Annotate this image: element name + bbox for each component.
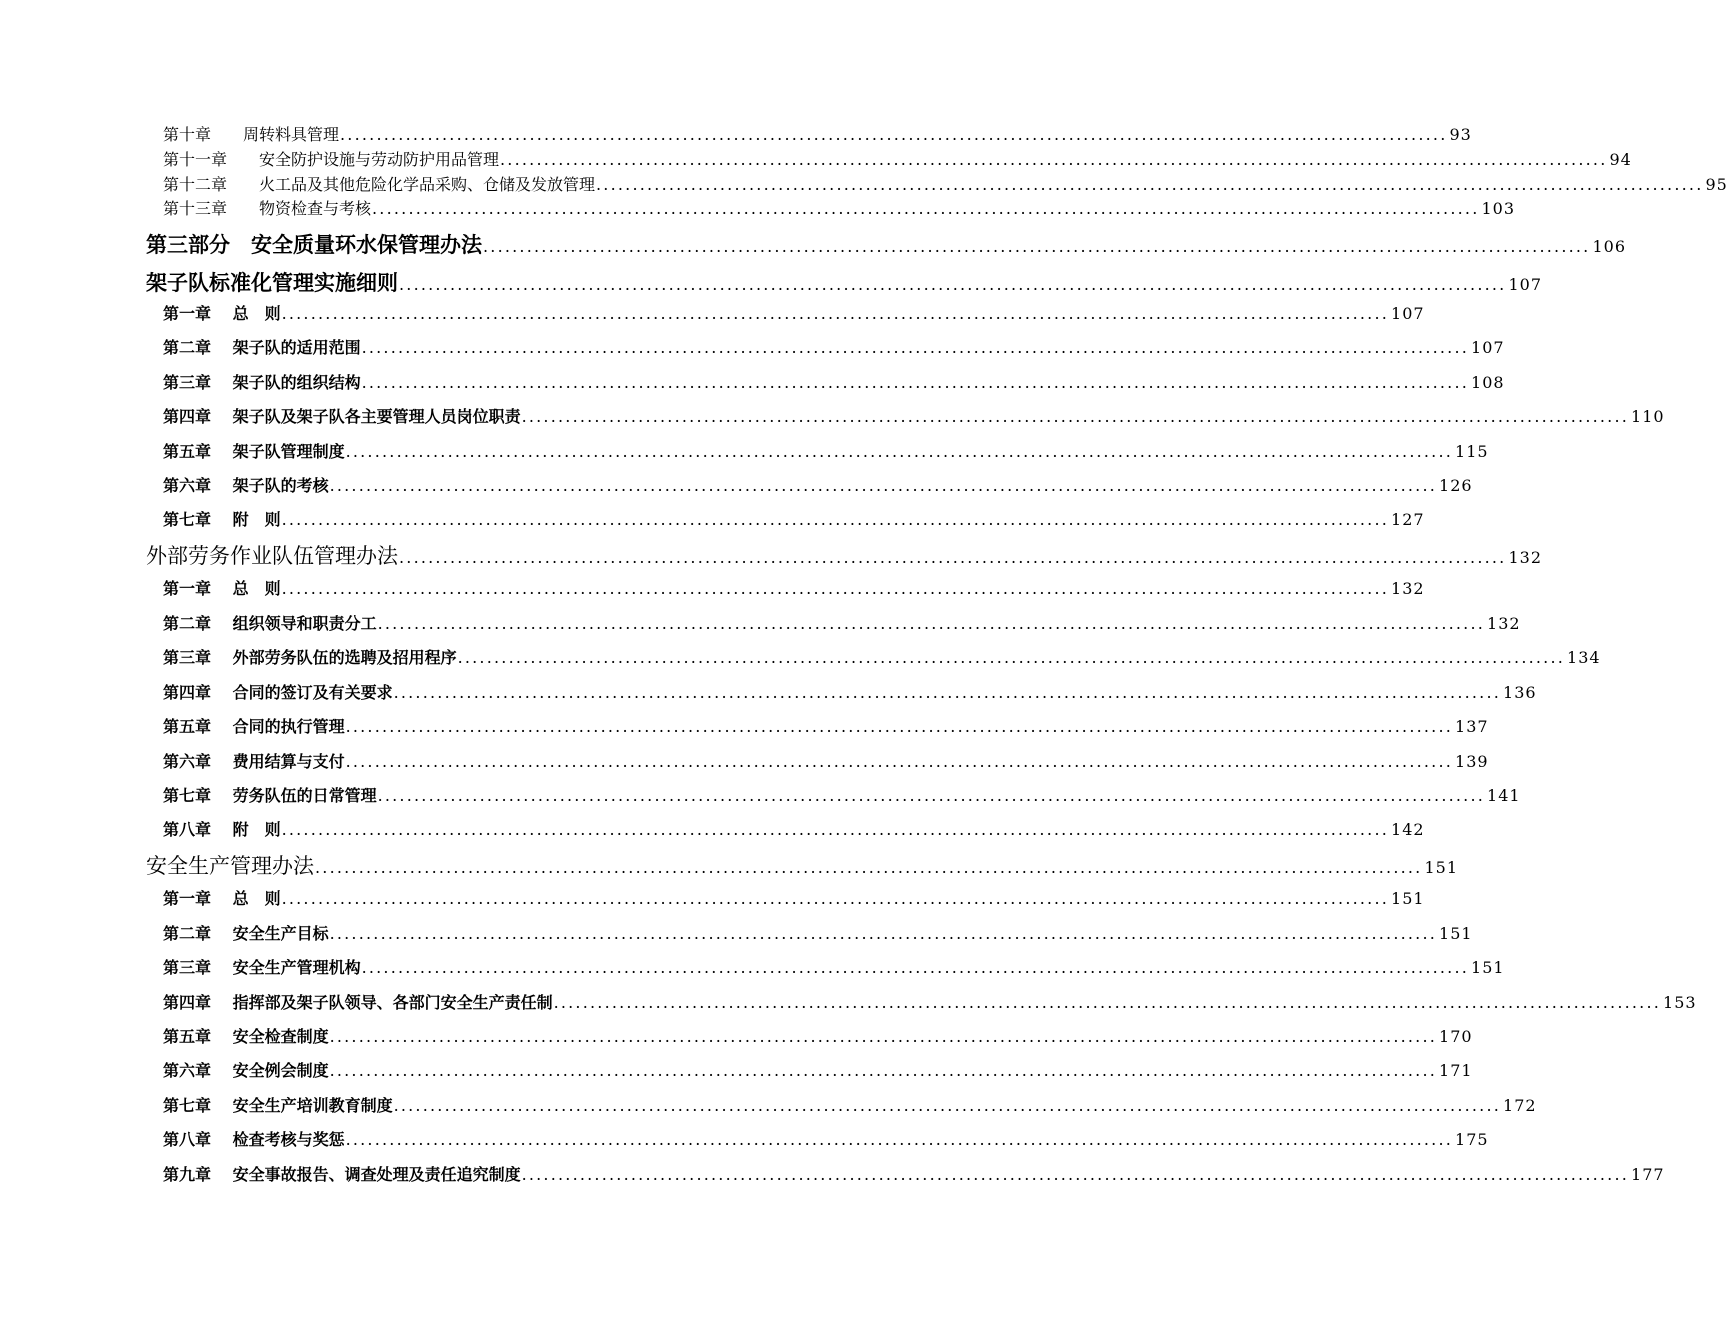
toc-chapter-entry[interactable]	[163, 1061, 1473, 1080]
toc-page-number: 127	[1391, 510, 1425, 529]
toc-page-number: 151	[1391, 889, 1425, 908]
toc-entry-title: 安全生产管理办法	[146, 854, 314, 878]
toc-page-number: 95	[1705, 175, 1728, 194]
toc-entry-title: 架子队标准化管理实施细则	[146, 270, 398, 295]
toc-dot-leader: ........................................................................................................................................................	[345, 1130, 1454, 1149]
toc-dot-leader: ........................................................................................................................................................	[361, 958, 1470, 977]
toc-section-entry[interactable]	[146, 854, 1459, 878]
toc-chapter-entry[interactable]	[163, 442, 1489, 461]
toc-dot-leader: ........................................................................................................................................................	[281, 304, 1390, 323]
toc-entry-title: 第十三章 物资检查与考核	[163, 199, 372, 218]
toc-dot-leader: ........................................................................................................................................................	[393, 1096, 1502, 1115]
toc-page-number: 153	[1663, 993, 1697, 1012]
toc-page-number: 136	[1503, 683, 1537, 702]
toc-entry-title: 第三部分 安全质量环水保管理办法	[146, 232, 482, 257]
toc-chapter-entry[interactable]	[163, 150, 1632, 169]
toc-chapter-entry[interactable]	[163, 304, 1425, 323]
toc-page-number: 170	[1439, 1027, 1473, 1046]
toc-dot-leader: ........................................................................................................................................................	[521, 1165, 1630, 1184]
toc-entry-title: 第四章 指挥部及架子队领导、各部门安全生产责任制	[163, 993, 553, 1012]
toc-entry-title: 第一章 总 则	[163, 579, 281, 598]
toc-page-number: 107	[1508, 275, 1543, 294]
toc-page-number: 139	[1455, 752, 1489, 771]
toc-chapter-entry[interactable]	[163, 1096, 1537, 1115]
toc-chapter-entry[interactable]	[163, 1130, 1489, 1149]
toc-entry-title: 第六章 费用结算与支付	[163, 752, 345, 771]
toc-chapter-entry[interactable]	[163, 476, 1473, 495]
toc-page-number: 132	[1391, 579, 1425, 598]
toc-chapter-entry[interactable]	[163, 924, 1473, 943]
toc-dot-leader: ........................................................................................................................................................	[399, 548, 1507, 567]
toc-chapter-entry[interactable]	[163, 614, 1521, 633]
toc-dot-leader: ........................................................................................................................................................	[377, 614, 1486, 633]
toc-dot-leader: ........................................................................................................................................................	[345, 752, 1454, 771]
toc-chapter-entry[interactable]	[163, 683, 1537, 702]
toc-entry-title: 第三章 外部劳务队伍的选聘及招用程序	[163, 648, 457, 667]
toc-page-number: 134	[1567, 648, 1601, 667]
toc-page-number: 93	[1449, 125, 1472, 144]
toc-chapter-entry[interactable]	[163, 820, 1425, 839]
toc-dot-leader: ........................................................................................................................................................	[457, 648, 1566, 667]
toc-page-number: 106	[1592, 237, 1627, 256]
toc-entry-title: 第五章 合同的执行管理	[163, 717, 345, 736]
toc-entry-title: 第四章 架子队及架子队各主要管理人员岗位职责	[163, 407, 521, 426]
toc-entry-title: 第九章 安全事故报告、调查处理及责任追究制度	[163, 1165, 521, 1184]
toc-entry-title: 第二章 安全生产目标	[163, 924, 329, 943]
toc-page-number: 137	[1455, 717, 1489, 736]
toc-page-number: 132	[1487, 614, 1521, 633]
toc-chapter-entry[interactable]	[163, 993, 1697, 1012]
toc-dot-leader: ........................................................................................................................................................	[281, 510, 1390, 529]
toc-entry-title: 第八章 检查考核与奖惩	[163, 1130, 345, 1149]
toc-chapter-entry[interactable]	[163, 889, 1425, 908]
toc-page-number: 141	[1487, 786, 1521, 805]
toc-section-entry[interactable]	[146, 544, 1543, 568]
toc-page-number: 107	[1391, 304, 1425, 323]
toc-entry-title: 第五章 架子队管理制度	[163, 442, 345, 461]
toc-dot-leader: ........................................................................................................................................................	[596, 175, 1704, 194]
toc-dot-leader: ........................................................................................................................................................	[329, 924, 1438, 943]
toc-entry-title: 第七章 附 则	[163, 510, 281, 529]
toc-dot-leader: ........................................................................................................................................................	[361, 373, 1470, 392]
toc-page-number: 103	[1481, 199, 1516, 218]
toc-page-number: 132	[1508, 548, 1543, 567]
toc-entry-title: 第四章 合同的签订及有关要求	[163, 683, 393, 702]
toc-page-number: 115	[1455, 442, 1489, 461]
toc-entry-title: 第十二章 火工品及其他危险化学品采购、仓储及发放管理	[163, 175, 596, 194]
toc-chapter-entry[interactable]	[163, 1165, 1665, 1184]
toc-chapter-entry[interactable]	[163, 958, 1505, 977]
toc-chapter-entry[interactable]	[163, 373, 1505, 392]
toc-chapter-entry[interactable]	[163, 125, 1472, 144]
toc-entry-title: 第五章 安全检查制度	[163, 1027, 329, 1046]
toc-entry-title: 第十章 周转料具管理	[163, 125, 340, 144]
toc-chapter-entry[interactable]	[163, 338, 1505, 357]
toc-chapter-entry[interactable]	[163, 648, 1601, 667]
toc-dot-leader: ........................................................................................................................................................	[377, 786, 1486, 805]
toc-page-number: 175	[1455, 1130, 1489, 1149]
toc-dot-leader: ........................................................................................................................................................	[393, 683, 1502, 702]
toc-entry-title: 第六章 架子队的考核	[163, 476, 329, 495]
toc-entry-title: 第七章 劳务队伍的日常管理	[163, 786, 377, 805]
toc-page-number: 142	[1391, 820, 1425, 839]
toc-dot-leader: ........................................................................................................................................................	[500, 150, 1608, 169]
toc-entry-title: 第二章 架子队的适用范围	[163, 338, 361, 357]
toc-entry-title: 第三章 安全生产管理机构	[163, 958, 361, 977]
toc-entry-title: 第十一章 安全防护设施与劳动防护用品管理	[163, 150, 500, 169]
toc-entry-title: 外部劳务作业队伍管理办法	[146, 544, 398, 568]
toc-dot-leader: ........................................................................................................................................................	[340, 125, 1448, 144]
toc-dot-leader: ........................................................................................................................................................	[329, 476, 1438, 495]
toc-dot-leader: ........................................................................................................................................................	[281, 889, 1390, 908]
toc-dot-leader: ........................................................................................................................................................	[345, 717, 1454, 736]
toc-page-number: 108	[1471, 373, 1505, 392]
toc-chapter-entry[interactable]	[163, 717, 1489, 736]
toc-dot-leader: ........................................................................................................................................................	[521, 407, 1630, 426]
toc-page-number: 94	[1609, 150, 1632, 169]
toc-entry-title: 第三章 架子队的组织结构	[163, 373, 361, 392]
toc-dot-leader: ........................................................................................................................................................	[372, 199, 1480, 218]
toc-dot-leader: ........................................................................................................................................................	[281, 579, 1390, 598]
toc-page-number: 126	[1439, 476, 1473, 495]
toc-dot-leader: ........................................................................................................................................................	[361, 338, 1470, 357]
toc-entry-title: 第一章 总 则	[163, 889, 281, 908]
toc-dot-leader: ........................................................................................................................................................	[399, 275, 1507, 294]
toc-page-number: 177	[1631, 1165, 1665, 1184]
toc-dot-leader: ........................................................................................................................................................	[329, 1061, 1438, 1080]
toc-dot-leader: ........................................................................................................................................................	[315, 858, 1423, 877]
toc-entry-title: 第七章 安全生产培训教育制度	[163, 1096, 393, 1115]
toc-chapter-entry[interactable]	[163, 786, 1521, 805]
toc-page-number: 151	[1424, 858, 1459, 877]
toc-entry-title: 第二章 组织领导和职责分工	[163, 614, 377, 633]
toc-dot-leader: ........................................................................................................................................................	[553, 993, 1662, 1012]
toc-dot-leader: ........................................................................................................................................................	[345, 442, 1454, 461]
toc-chapter-entry[interactable]	[163, 407, 1665, 426]
toc-page-number: 151	[1439, 924, 1473, 943]
toc-page-number: 107	[1471, 338, 1505, 357]
toc-page-number: 172	[1503, 1096, 1537, 1115]
toc-entry-title: 第六章 安全例会制度	[163, 1061, 329, 1080]
toc-page-number: 171	[1439, 1061, 1473, 1080]
toc-dot-leader: ........................................................................................................................................................	[483, 237, 1591, 256]
toc-chapter-entry[interactable]	[163, 199, 1516, 218]
toc-page-number: 151	[1471, 958, 1505, 977]
toc-chapter-entry[interactable]	[163, 510, 1425, 529]
toc-section-entry[interactable]	[146, 232, 1627, 257]
toc-dot-leader: ........................................................................................................................................................	[329, 1027, 1438, 1046]
toc-chapter-entry[interactable]	[163, 175, 1728, 194]
toc-section-entry[interactable]	[146, 270, 1543, 295]
toc-page-number: 110	[1631, 407, 1665, 426]
toc-entry-title: 第八章 附 则	[163, 820, 281, 839]
toc-dot-leader: ........................................................................................................................................................	[281, 820, 1390, 839]
toc-chapter-entry[interactable]	[163, 752, 1489, 771]
toc-entry-title: 第一章 总 则	[163, 304, 281, 323]
toc-chapter-entry[interactable]	[163, 1027, 1473, 1046]
toc-chapter-entry[interactable]	[163, 579, 1425, 598]
